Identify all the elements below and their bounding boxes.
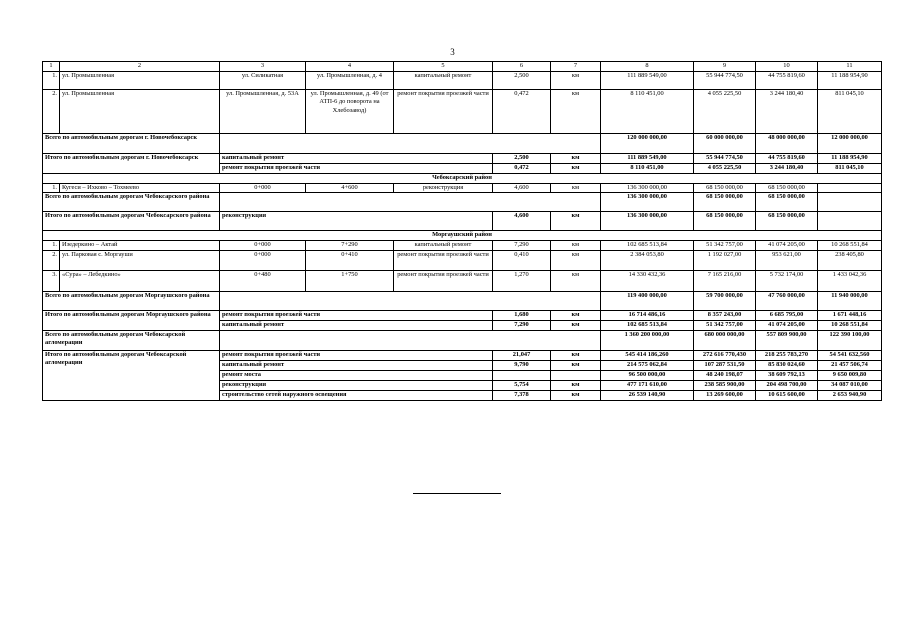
- amount-col-9: 7 165 216,00: [694, 270, 756, 291]
- unit-label: км: [551, 183, 601, 193]
- amount-col-10: 5 732 174,00: [756, 270, 818, 291]
- amount-col-10: 204 498 700,00: [756, 380, 818, 390]
- total-amount: 136 300 000,00: [601, 193, 694, 212]
- total-amount: 119 400 000,00: [601, 291, 694, 310]
- column-number-cell: 10: [756, 62, 818, 72]
- column-number-cell: 8: [601, 62, 694, 72]
- item-number: 2.: [43, 250, 60, 270]
- subtotal-label: Итого по автомобильным дорогам Моргаушского района: [43, 310, 220, 330]
- segment-start: ул. Промышленная, д. 53А: [220, 89, 306, 133]
- total-amount: 102 685 513,84: [601, 241, 694, 251]
- section-title: Моргаушский район: [43, 231, 882, 241]
- work-type: капитальный ремонт: [394, 241, 493, 251]
- amount-col-9: 8 357 243,00: [694, 310, 756, 320]
- amount-col-11: 21 457 506,74: [818, 360, 882, 370]
- road-name: ул. Парковая с. Моргауши: [60, 250, 220, 270]
- amount-col-9: 59 700 000,00: [694, 291, 756, 310]
- unit-label: км: [551, 250, 601, 270]
- total-amount: 8 110 451,00: [601, 89, 694, 133]
- item-number: 2.: [43, 89, 60, 133]
- work-type: капитальный ремонт: [220, 360, 493, 370]
- length-value: 0,472: [493, 163, 551, 173]
- work-type: ремонт покрытия проезжей части: [220, 310, 493, 320]
- subtotal-row: [43, 350, 882, 360]
- total-amount: 16 714 486,16: [601, 310, 694, 320]
- amount-col-10: 3 244 180,40: [756, 163, 818, 173]
- unit-label: [551, 370, 601, 380]
- length-value: 4,600: [493, 183, 551, 193]
- subtotal-row: [43, 212, 882, 231]
- segment-end: 7+290: [306, 241, 394, 251]
- unit-label: км: [551, 310, 601, 320]
- item-number: 3.: [43, 270, 60, 291]
- road-name: «Сура» – Лебедкино»: [60, 270, 220, 291]
- amount-col-9: 13 269 600,00: [694, 390, 756, 400]
- unit-label: км: [551, 153, 601, 163]
- work-type: реконструкция: [220, 380, 493, 390]
- length-value: 9,790: [493, 360, 551, 370]
- amount-col-9: 272 616 770,430: [694, 350, 756, 360]
- road-program-table: [42, 61, 882, 401]
- length-value: 1,680: [493, 310, 551, 320]
- total-amount: 111 889 549,00: [601, 71, 694, 89]
- column-number-cell: 1: [43, 62, 60, 72]
- work-type: ремонт покрытия проезжей части: [394, 89, 493, 133]
- amount-col-9: 55 944 774,50: [694, 153, 756, 163]
- item-number: 1.: [43, 71, 60, 89]
- total-amount: 545 414 186,260: [601, 350, 694, 360]
- amount-col-9: 68 150 000,00: [694, 212, 756, 231]
- amount-col-9: 51 342 757,00: [694, 241, 756, 251]
- amount-col-11: 11 188 954,90: [818, 71, 882, 89]
- work-type: строительство сетей наружного освещения: [220, 390, 493, 400]
- unit-label: км: [551, 380, 601, 390]
- column-number-cell: 9: [694, 62, 756, 72]
- amount-col-9: 68 150 000,00: [694, 193, 756, 212]
- footer-divider: [413, 493, 501, 494]
- amount-col-10: 953 621,00: [756, 250, 818, 270]
- amount-col-11: 238 405,80: [818, 250, 882, 270]
- amount-col-11: 34 087 010,00: [818, 380, 882, 390]
- length-value: 21,047: [493, 350, 551, 360]
- amount-col-11: 811 045,10: [818, 163, 882, 173]
- amount-col-9: 107 287 531,50: [694, 360, 756, 370]
- amount-col-10: 38 609 792,13: [756, 370, 818, 380]
- amount-col-9: 48 240 198,07: [694, 370, 756, 380]
- column-number-cell: 5: [394, 62, 493, 72]
- amount-col-11: [818, 212, 882, 231]
- length-value: 5,754: [493, 380, 551, 390]
- amount-col-10: 44 755 819,60: [756, 71, 818, 89]
- total-amount: 102 685 513,84: [601, 320, 694, 330]
- amount-col-11: 2 653 940,90: [818, 390, 882, 400]
- segment-end: 0+410: [306, 250, 394, 270]
- segment-start: 0+000: [220, 183, 306, 193]
- length-value: 4,600: [493, 212, 551, 231]
- length-value: 2,500: [493, 153, 551, 163]
- amount-col-11: 10 268 551,84: [818, 241, 882, 251]
- section-header-row: [43, 173, 882, 183]
- amount-col-11: 1 671 448,16: [818, 310, 882, 320]
- header-row: [43, 62, 882, 72]
- road-name: ул. Промышленная: [60, 89, 220, 133]
- amount-col-11: 10 268 551,84: [818, 320, 882, 330]
- amount-col-10: 10 615 600,00: [756, 390, 818, 400]
- amount-col-10: 85 830 024,60: [756, 360, 818, 370]
- amount-col-10: 3 244 180,40: [756, 89, 818, 133]
- work-type: капитальный ремонт: [220, 320, 493, 330]
- length-value: 7,290: [493, 320, 551, 330]
- unit-label: км: [551, 71, 601, 89]
- amount-col-9: 238 585 900,00: [694, 380, 756, 390]
- amount-col-10: 48 000 000,00: [756, 133, 818, 153]
- amount-col-10: 68 150 000,00: [756, 183, 818, 193]
- subtotal-label: Итого по автомобильным дорогам г. Новочебоксарск: [43, 153, 220, 173]
- road-item-row: [43, 250, 882, 270]
- empty-span: [220, 133, 601, 153]
- amount-col-9: 680 000 000,00: [694, 330, 756, 350]
- empty-span: [220, 193, 601, 212]
- amount-col-10: 44 755 819,60: [756, 153, 818, 163]
- unit-label: км: [551, 241, 601, 251]
- amount-col-11: [818, 193, 882, 212]
- work-type: ремонт покрытия проезжей части: [220, 163, 493, 173]
- total-amount: 14 330 432,36: [601, 270, 694, 291]
- segment-start: 0+000: [220, 241, 306, 251]
- total-amount: 2 384 053,80: [601, 250, 694, 270]
- work-type: реконструкция: [220, 212, 493, 231]
- unit-label: км: [551, 390, 601, 400]
- total-amount: 136 300 000,00: [601, 212, 694, 231]
- segment-start: 0+480: [220, 270, 306, 291]
- grand-total-row: [43, 193, 882, 212]
- amount-col-10: 6 685 795,00: [756, 310, 818, 320]
- total-label: Всего по автомобильным дорогам Чебоксарского района: [43, 193, 220, 212]
- total-amount: 111 889 549,00: [601, 153, 694, 163]
- empty-span: [220, 291, 601, 310]
- segment-end: ул. Промышленная, д. 4: [306, 71, 394, 89]
- amount-col-10: 557 809 900,00: [756, 330, 818, 350]
- work-type: реконструкция: [394, 183, 493, 193]
- unit-label: км: [551, 212, 601, 231]
- length-value: 2,500: [493, 71, 551, 89]
- amount-col-11: 811 045,10: [818, 89, 882, 133]
- total-label: Всего по автомобильным дорогам Моргаушского района: [43, 291, 220, 310]
- road-name: Кугеси – Ихково – Тохмеево: [60, 183, 220, 193]
- amount-col-11: 9 650 009,80: [818, 370, 882, 380]
- grand-total-row: [43, 330, 882, 350]
- length-value: 0,472: [493, 89, 551, 133]
- column-number-cell: 2: [60, 62, 220, 72]
- total-amount: 214 575 062,84: [601, 360, 694, 370]
- unit-label: км: [551, 320, 601, 330]
- grand-total-row: [43, 291, 882, 310]
- amount-col-10: 68 150 000,00: [756, 212, 818, 231]
- total-amount: 96 500 000,00: [601, 370, 694, 380]
- amount-col-11: 12 000 000,00: [818, 133, 882, 153]
- section-header-row: [43, 231, 882, 241]
- grand-total-row: [43, 133, 882, 153]
- road-item-row: [43, 270, 882, 291]
- total-label: Всего по автомобильным дорогам г. Новочебоксарск: [43, 133, 220, 153]
- amount-col-10: 41 074 205,00: [756, 320, 818, 330]
- unit-label: км: [551, 360, 601, 370]
- amount-col-9: 68 150 000,00: [694, 183, 756, 193]
- amount-col-10: 68 150 000,00: [756, 193, 818, 212]
- column-number-cell: 11: [818, 62, 882, 72]
- total-amount: 120 000 000,00: [601, 133, 694, 153]
- amount-col-9: 4 055 225,50: [694, 163, 756, 173]
- column-number-cell: 4: [306, 62, 394, 72]
- work-type: ремонт покрытия проезжей части: [220, 350, 493, 360]
- work-type: ремонт покрытия проезжей части: [394, 270, 493, 291]
- total-amount: 136 300 000,00: [601, 183, 694, 193]
- work-type: капитальный ремонт: [220, 153, 493, 163]
- segment-end: 1+750: [306, 270, 394, 291]
- section-title: Чебоксарский район: [43, 173, 882, 183]
- total-amount: 26 539 140,90: [601, 390, 694, 400]
- amount-col-11: 54 541 632,560: [818, 350, 882, 360]
- work-type: ремонт моста: [220, 370, 493, 380]
- item-number: 1.: [43, 183, 60, 193]
- empty-span: [220, 330, 601, 350]
- subtotal-row: [43, 153, 882, 163]
- unit-label: км: [551, 163, 601, 173]
- subtotal-label: Итого по автомобильным дорогам Чебоксарского района: [43, 212, 220, 231]
- amount-col-9: 51 342 757,00: [694, 320, 756, 330]
- column-number-cell: 3: [220, 62, 306, 72]
- total-label: Всего по автомобильным дорогам Чебоксарской агломерации: [43, 330, 220, 350]
- length-value: [493, 370, 551, 380]
- column-number-cell: 6: [493, 62, 551, 72]
- segment-start: 0+000: [220, 250, 306, 270]
- length-value: 0,410: [493, 250, 551, 270]
- road-name: ул. Промышленная: [60, 71, 220, 89]
- amount-col-11: 1 433 042,36: [818, 270, 882, 291]
- road-item-row: [43, 71, 882, 89]
- length-value: 7,290: [493, 241, 551, 251]
- total-amount: 8 110 451,00: [601, 163, 694, 173]
- amount-col-9: 4 055 225,50: [694, 89, 756, 133]
- work-type: ремонт покрытия проезжей части: [394, 250, 493, 270]
- total-amount: 477 171 610,00: [601, 380, 694, 390]
- unit-label: км: [551, 270, 601, 291]
- road-item-row: [43, 241, 882, 251]
- length-value: 7,378: [493, 390, 551, 400]
- unit-label: км: [551, 350, 601, 360]
- column-number-cell: 7: [551, 62, 601, 72]
- amount-col-10: 218 255 783,270: [756, 350, 818, 360]
- amount-col-11: 122 390 100,00: [818, 330, 882, 350]
- segment-end: ул. Промышленная, д. 49 (от АТП-6 до поворота на Хлебозавод): [306, 89, 394, 133]
- length-value: 1,270: [493, 270, 551, 291]
- amount-col-9: 60 000 000,00: [694, 133, 756, 153]
- amount-col-9: 1 192 027,00: [694, 250, 756, 270]
- amount-col-10: 41 074 205,00: [756, 241, 818, 251]
- amount-col-9: 55 944 774,50: [694, 71, 756, 89]
- page-number: 3: [450, 47, 455, 57]
- subtotal-row: [43, 310, 882, 320]
- amount-col-11: 11 188 954,90: [818, 153, 882, 163]
- total-amount: 1 360 200 000,00: [601, 330, 694, 350]
- road-item-row: [43, 183, 882, 193]
- road-name: Изедеркино – Актай: [60, 241, 220, 251]
- subtotal-label: Итого по автомобильным дорогам Чебоксарской агломерации: [43, 350, 220, 400]
- road-item-row: [43, 89, 882, 133]
- segment-end: 4+600: [306, 183, 394, 193]
- amount-col-11: [818, 183, 882, 193]
- amount-col-10: 47 760 000,00: [756, 291, 818, 310]
- work-type: капитальный ремонт: [394, 71, 493, 89]
- unit-label: км: [551, 89, 601, 133]
- amount-col-11: 11 940 000,00: [818, 291, 882, 310]
- segment-start: ул. Силикатная: [220, 71, 306, 89]
- item-number: 1.: [43, 241, 60, 251]
